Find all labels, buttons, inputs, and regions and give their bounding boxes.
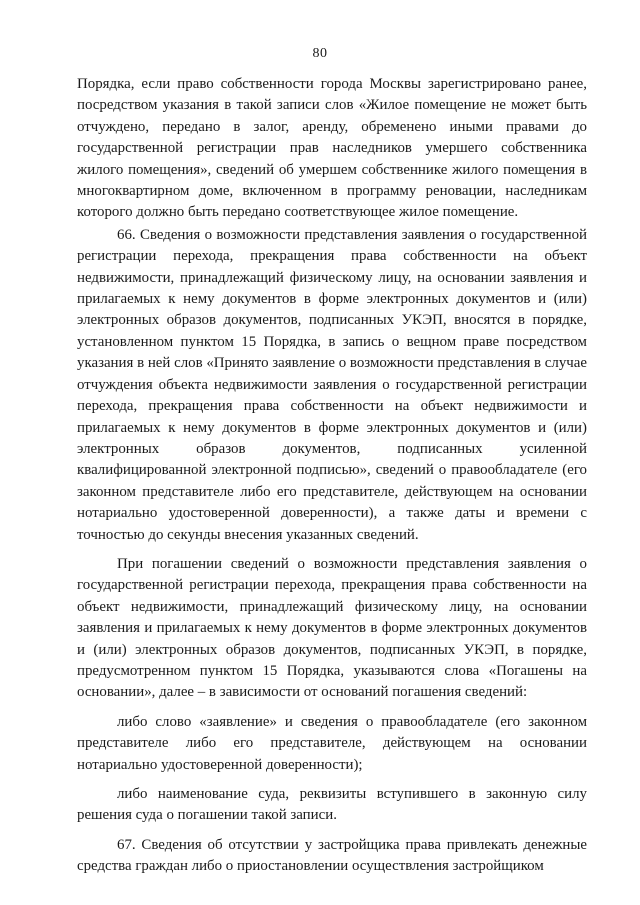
paragraph-66: 66. Сведения о возможности представления заявления о государственной регистрации перехода, прекращения права собственности на объект недвижимости, принадлежащий физическому лицу, на основании заявления и прилагаемых к нему документов в форме электронных документов и (или) электронных образов документов, подписанных УКЭП, вносятся в порядке, установленном пунктом 15 Порядка, в запись о вещном праве посредством указания в ней слов «Принято заявление о возможности представления в случае отчуждения объекта недвижимости заявления о государственной регистрации перехода, прекращения права собственности на объект недвижимости и прилагаемых к нему документов в форме электронных документов и (или) электронных образов документов, подписанных усиленной квалифицированной электронной подписью», сведений о правообладателе (его законном представителе либо его представителе, действующем на основании нотариально удостоверенной доверенности), а также даты и времени с точностью до секунды внесения указанных сведений. [77, 226, 587, 543]
paragraph-continuation: Порядка, если право собственности города Москвы зарегистрировано ранее, посредством указания в такой записи слов «Жилое помещение не может быть отчуждено, передано в залог, аренду, обременено иными правами до государственной регистрации прав наследников умершего собственника жилого помещения», сведений об умершем собственнике жилого помещения в многоквартирном доме, включенном в программу реновации, наследникам которого должно быть передано соответствующее жилое помещение. [77, 76, 587, 221]
page-number: 80 [312, 46, 328, 61]
paragraph-67: 67. Сведения об отсутствии у застройщика права привлекать денежные средства граждан либо о приостановлении осуществления застройщиком [77, 836, 587, 875]
paragraph-repayment: При погашении сведений о возможности представления заявления о государственной регистрации перехода, прекращения права собственности на объект недвижимости, принадлежащий физическому лицу, на основании заявления и прилагаемых к нему документов в форме электронных документов и (или) электронных образов документов, подписанных УКЭП, в порядке, предусмотренном пунктом 15 Порядка, указываются слова «Погашены на основании», далее – в зависимости от оснований погашения сведений: [77, 555, 587, 701]
paragraph-option-court: либо наименование суда, реквизиты вступившего в законную силу решения суда о погашении такой записи. [77, 786, 587, 824]
document-body [77, 74, 587, 878]
paragraph-option-statement: либо слово «заявление» и сведения о правообладателе (его законном представителе либо его представителе, действующем на основании нотариально удостоверенной доверенности); [77, 713, 587, 773]
